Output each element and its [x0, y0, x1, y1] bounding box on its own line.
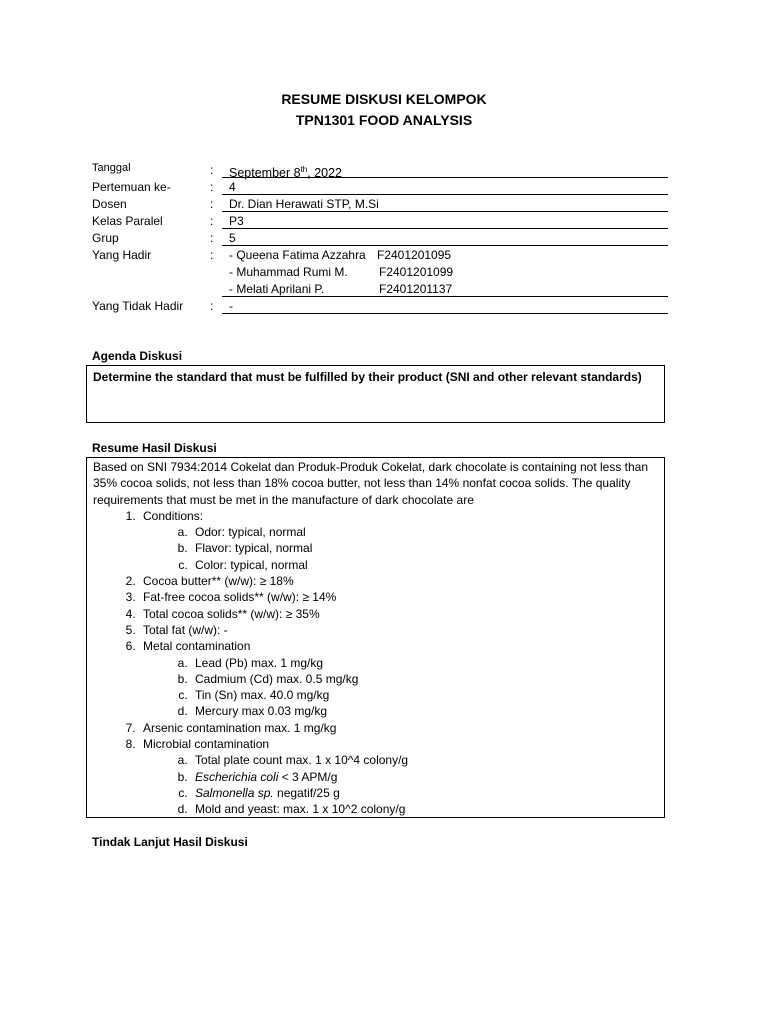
- agenda-box: [86, 365, 665, 423]
- resume-intro: Based on SNI 7934:2014 Cokelat dan Produk-Produk Cokelat, dark chocolate is containing not less than 35% cocoa solids, not less than 18% cocoa butter, not less than 14% nonfat cocoa solids. The quality requirements that must be met in the manufacture of dark chocolate are: [93, 460, 649, 507]
- list-item: c. Tin (Sn) max. 40.0 mg/kg: [191, 687, 658, 703]
- agenda-label: Agenda Diskusi: [92, 349, 183, 363]
- list-item: 1. Conditions: a. Odor: typical, normal b. Flavor: typical, normal c. Color: typical, normal: [139, 508, 658, 573]
- list-item: 5. Total fat (w/w): -: [139, 622, 658, 638]
- info-row-hadir-1: [92, 247, 668, 264]
- sub-list: [143, 752, 658, 817]
- list-item: b. Cadmium (Cd) max. 0.5 mg/kg: [191, 671, 658, 687]
- hadir-label: Yang Hadir: [92, 248, 152, 262]
- list-item: d. Mold and yeast: max. 1 x 10^2 colony/g: [191, 801, 658, 817]
- list-item: 6. Metal contamination a. Lead (Pb) max. 1 mg/kg b. Cadmium (Cd) max. 0.5 mg/kg c. Tin (Sn) max. 40.0 mg/kg d. Mercury max 0.03 mg/kg: [139, 638, 658, 719]
- dosen-value: Dr. Dian Herawati STP, M.Si: [222, 196, 668, 212]
- pertemuan-label: Pertemuan ke-: [92, 180, 171, 194]
- dosen-label: Dosen: [92, 197, 127, 211]
- list-item: c. Salmonella sp. negatif/25 g: [191, 785, 658, 801]
- info-row-hadir-2: [92, 264, 668, 281]
- attendee: - Melati Aprilani P. F2401201137: [222, 281, 668, 297]
- colon: :: [210, 163, 214, 177]
- tanggal-label: Tanggal: [92, 162, 131, 174]
- resume-label: Resume Hasil Diskusi: [92, 441, 217, 455]
- tidak-hadir-label: Yang Tidak Hadir: [92, 299, 184, 313]
- grup-label: Grup: [92, 231, 119, 245]
- info-row-grup: [92, 230, 668, 247]
- list-item: a. Odor: typical, normal: [191, 524, 658, 540]
- info-row-dosen: [92, 196, 668, 213]
- tidak-hadir-value: -: [222, 298, 668, 314]
- document-subtitle: TPN1301 FOOD ANALYSIS: [295, 112, 473, 128]
- colon: :: [210, 214, 214, 228]
- info-row-hadir-3: [92, 281, 668, 298]
- list-item: 8. Microbial contamination a. Total plate count max. 1 x 10^4 colony/g b. Escherichia coli < 3 APM/g c. Salmonella sp. negatif/25 g d. Mold and yeast: max. 1 x 10^2 colony/g: [139, 736, 658, 817]
- colon: :: [210, 231, 214, 245]
- list-item: 2. Cocoa butter** (w/w): ≥ 18%: [139, 573, 658, 589]
- list-item: c. Color: typical, normal: [191, 557, 658, 573]
- attendee: - Muhammad Rumi M. F2401201099: [229, 265, 454, 279]
- list-item: 7. Arsenic contamination max. 1 mg/kg: [139, 720, 658, 736]
- list-item: 3. Fat-free cocoa solids** (w/w): ≥ 14%: [139, 589, 658, 605]
- colon: :: [210, 299, 214, 313]
- requirements-list: [93, 508, 658, 818]
- list-item: b. Escherichia coli < 3 APM/g: [191, 769, 658, 785]
- resume-box: [86, 457, 665, 818]
- sub-list: [143, 524, 658, 573]
- tanggal-value: September 8th, 2022: [222, 162, 668, 178]
- kelas-value: P3: [222, 213, 668, 229]
- info-row-kelas: [92, 213, 668, 230]
- list-item: b. Flavor: typical, normal: [191, 540, 658, 556]
- colon: :: [210, 180, 214, 194]
- grup-value: 5: [222, 230, 668, 246]
- agenda-text: Determine the standard that must be fulfilled by their product (SNI and other relevant standards): [93, 370, 642, 384]
- info-row-tanggal: [92, 162, 668, 179]
- list-item: a. Total plate count max. 1 x 10^4 colony/g: [191, 752, 658, 768]
- sub-list: [143, 655, 658, 720]
- document-title: RESUME DISKUSI KELOMPOK: [281, 91, 487, 107]
- list-item: 4. Total cocoa solids** (w/w): ≥ 35%: [139, 606, 658, 622]
- tindak-lanjut-label: Tindak Lanjut Hasil Diskusi: [92, 835, 248, 849]
- info-table: [92, 162, 668, 315]
- list-item: d. Mercury max 0.03 mg/kg: [191, 703, 658, 719]
- info-row-tidak-hadir: [92, 298, 668, 315]
- pertemuan-value: 4: [222, 179, 668, 195]
- info-row-pertemuan: [92, 179, 668, 196]
- kelas-label: Kelas Paralel: [92, 214, 163, 228]
- list-item: a. Lead (Pb) max. 1 mg/kg: [191, 655, 658, 671]
- colon: :: [210, 197, 214, 211]
- attendee: - Queena Fatima Azzahra F2401201095: [229, 248, 452, 262]
- colon: :: [210, 248, 214, 262]
